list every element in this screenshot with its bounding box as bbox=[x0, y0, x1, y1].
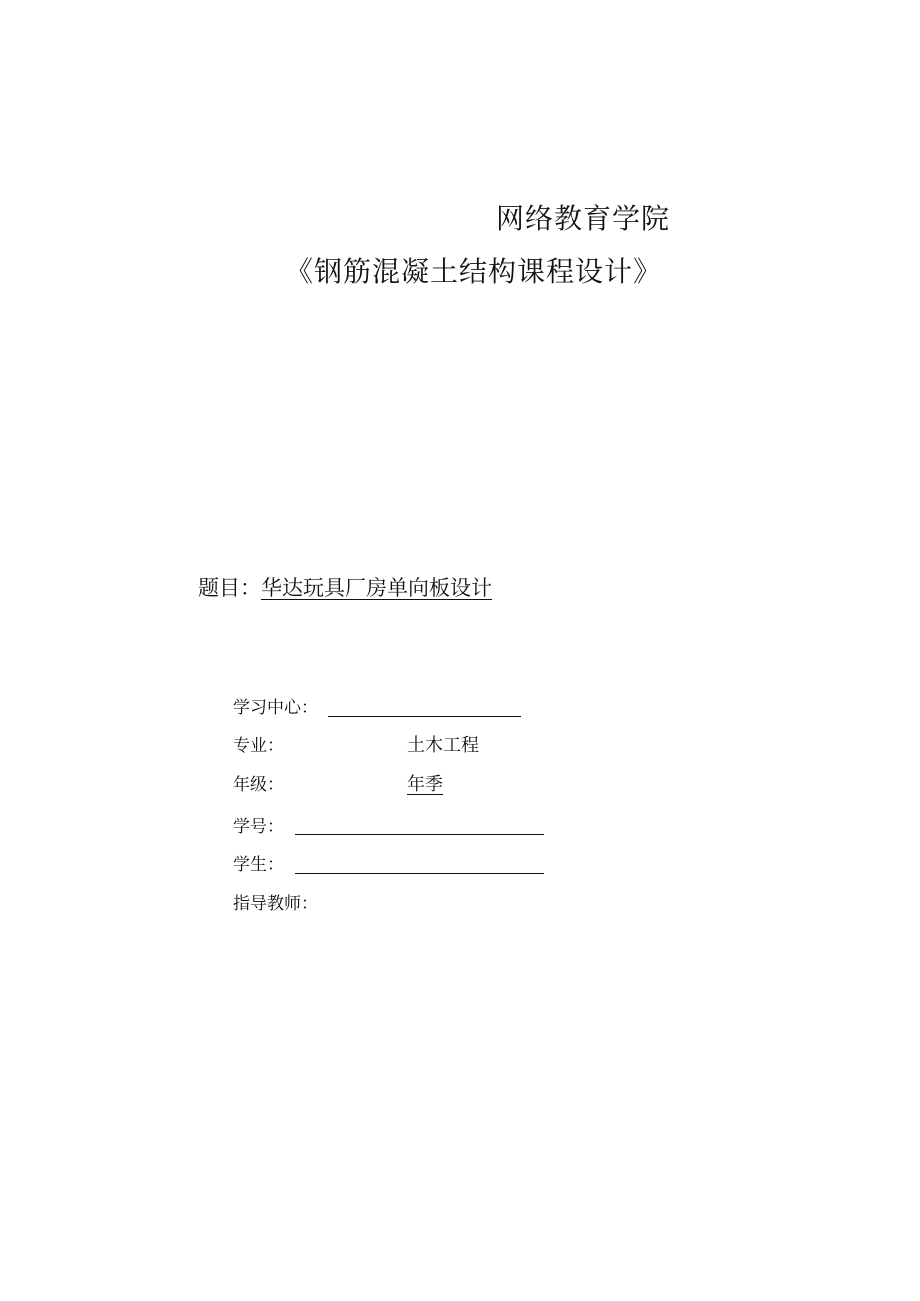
grade-value: 年季 bbox=[407, 774, 443, 795]
study-center-blank-line bbox=[328, 716, 521, 717]
grade-label: 年级： bbox=[233, 775, 284, 795]
topic-value: 华达玩具厂房单向板设计 bbox=[261, 576, 492, 600]
student-id-blank-line bbox=[295, 834, 544, 835]
major-label: 专业： bbox=[233, 736, 284, 756]
topic-label: 题目： bbox=[198, 576, 261, 600]
study-center-label: 学习中心： bbox=[233, 698, 318, 718]
advisor-label: 指导教师： bbox=[233, 894, 318, 914]
major-value: 土木工程 bbox=[407, 735, 479, 756]
student-blank-line bbox=[295, 873, 544, 874]
student-label: 学生： bbox=[233, 855, 284, 875]
topic-line bbox=[198, 578, 492, 599]
student-id-label: 学号： bbox=[233, 817, 284, 837]
institution-name: 网络教育学院 bbox=[496, 202, 671, 235]
course-title: 《钢筋混凝土结构课程设计》 bbox=[285, 255, 663, 288]
